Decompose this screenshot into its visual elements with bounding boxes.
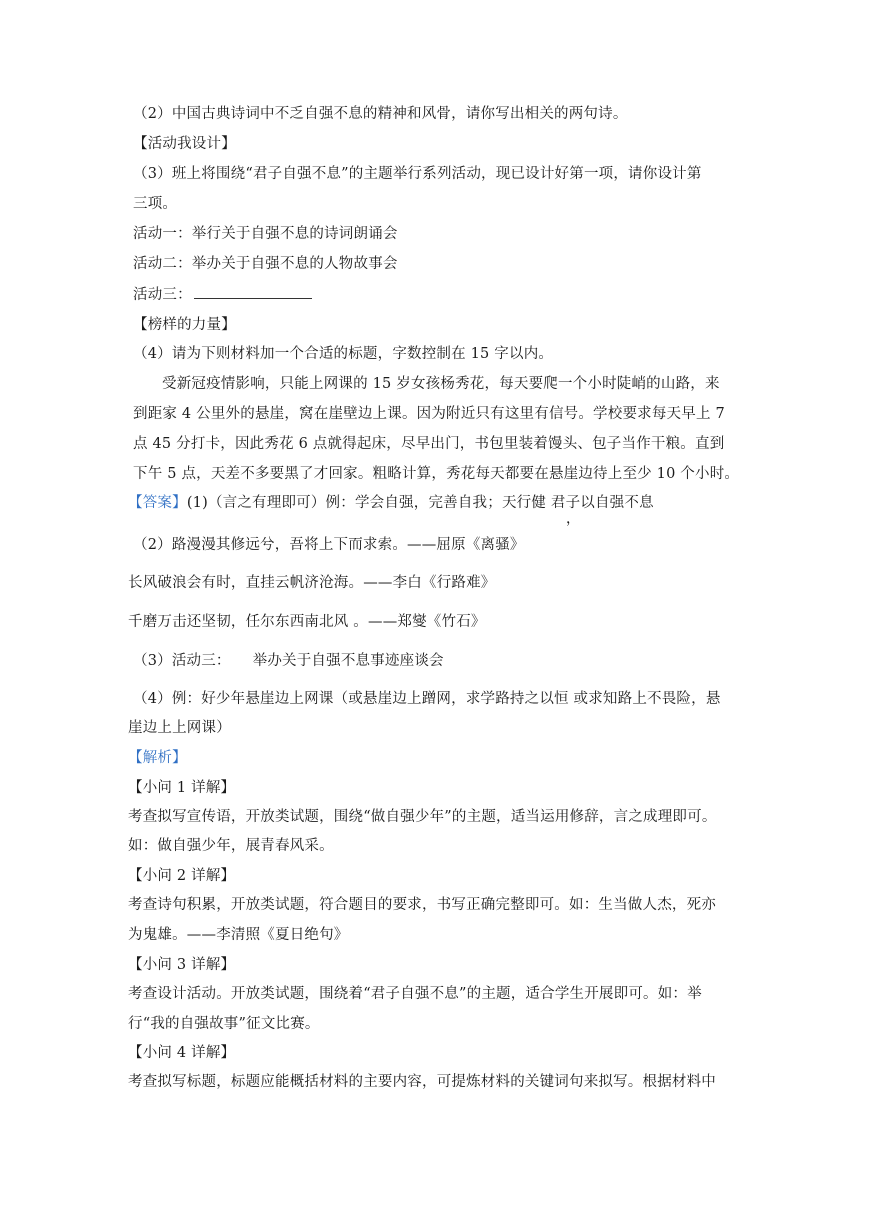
question-3-line-2: 三项。 <box>133 196 178 212</box>
material-line-3: 点 45 分打卡，因此秀花 6 点就得起床，尽早出门，书包里装着馒头、包子当作干粮。直到 <box>133 436 725 452</box>
question-3-line-1: （3）班上将围绕“君子自强不息”的主题举行系列活动，现已设计好第一项，请你设计第 <box>133 166 702 182</box>
answer-1-tail: 君子以自强不息 <box>550 495 654 511</box>
sub-question-1-line-1: 考查拟写宣传语，开放类试题，围绕“做自强少年”的主题，适当运用修辞，言之成理即可。 <box>128 809 717 825</box>
answer-blank <box>194 286 312 299</box>
sub-question-3-line-1: 考查设计活动。开放类试题，围绕着“君子自强不息”的主题，适合学生开展即可。如：举 <box>128 986 702 1002</box>
activity-3-label: 活动三： <box>133 287 192 303</box>
answer-2-line-1: （2）路漫漫其修远兮，吾将上下而求索。——屈原《离骚》 <box>133 537 525 553</box>
answer-2-line-2: 长风破浪会有时，直挂云帆济沧海。——李白《行路难》 <box>128 575 496 591</box>
sub-question-1-line-2: 如：做自强少年，展青春风采。 <box>128 838 334 854</box>
material-line-2: 到距家 4 公里外的悬崖，窝在崖壁边上课。因为附近只有这里有信号。学校要求每天早上 7 <box>133 406 725 422</box>
answer-2-line-3: 千磨万击还坚韧，任尔东西南北风 。——郑燮《竹石》 <box>128 614 486 630</box>
sub-question-3-line-2: 行“我的自强故事”征文比赛。 <box>128 1016 320 1032</box>
sub-question-2-line-1: 考查诗句积累，开放类试题，符合题目的要求，书写正确完整即可。如：生当做人杰，死亦 <box>128 897 716 913</box>
analysis-label: 【解析】 <box>128 750 187 766</box>
sub-question-1-heading: 【小问 1 详解】 <box>128 780 236 796</box>
answer-1-text: (1)（言之有理即可）例：学会自强，完善自我；天行健 <box>186 495 547 511</box>
answer-3-text: 举办关于自强不息事迹座谈会 <box>252 653 444 669</box>
activity-3 <box>133 285 743 305</box>
sub-question-2-line-2: 为鬼雄。——李清照《夏日绝句》 <box>128 927 349 943</box>
section-heading-design: 【活动我设计】 <box>133 136 236 152</box>
answer-label: 【答案】 <box>128 495 187 511</box>
section-heading-model: 【榜样的力量】 <box>133 317 236 333</box>
activity-2: 活动二：举办关于自强不息的人物故事会 <box>133 256 398 272</box>
answer-3-label: （3）活动三： <box>133 653 231 669</box>
question-4: （4）请为下则材料加一个合适的标题，字数控制在 15 字以内。 <box>133 346 554 362</box>
answer-4-line-1: （4）例：好少年悬崖边上网课（或悬崖边上蹭网，求学路持之以恒 或求知路上不畏险，悬 <box>133 691 721 707</box>
answer-1-comma: ， <box>566 511 580 527</box>
sub-question-4-line-1: 考查拟写标题，标题应能概括材料的主要内容，可提炼材料的关键词句来拟写。根据材料中 <box>128 1074 716 1090</box>
material-line-1: 受新冠疫情影响，只能上网课的 15 岁女孩杨秀花，每天要爬一个小时陡峭的山路，来 <box>162 376 720 392</box>
sub-question-3-heading: 【小问 3 详解】 <box>128 957 236 973</box>
material-line-4: 下午 5 点，天差不多要黑了才回家。粗略计算，秀花每天都要在悬崖边待上至少 10 个小时。 <box>133 466 740 482</box>
sub-question-4-heading: 【小问 4 详解】 <box>128 1045 236 1061</box>
activity-1: 活动一：举行关于自强不息的诗词朗诵会 <box>133 226 398 242</box>
answer-3 <box>133 651 743 671</box>
answer-1 <box>128 493 738 513</box>
sub-question-2-heading: 【小问 2 详解】 <box>128 868 236 884</box>
answer-4-line-2: 崖边上上网课） <box>128 720 231 736</box>
question-2: （2）中国古典诗词中不乏自强不息的精神和风骨，请你写出相关的两句诗。 <box>133 106 628 122</box>
